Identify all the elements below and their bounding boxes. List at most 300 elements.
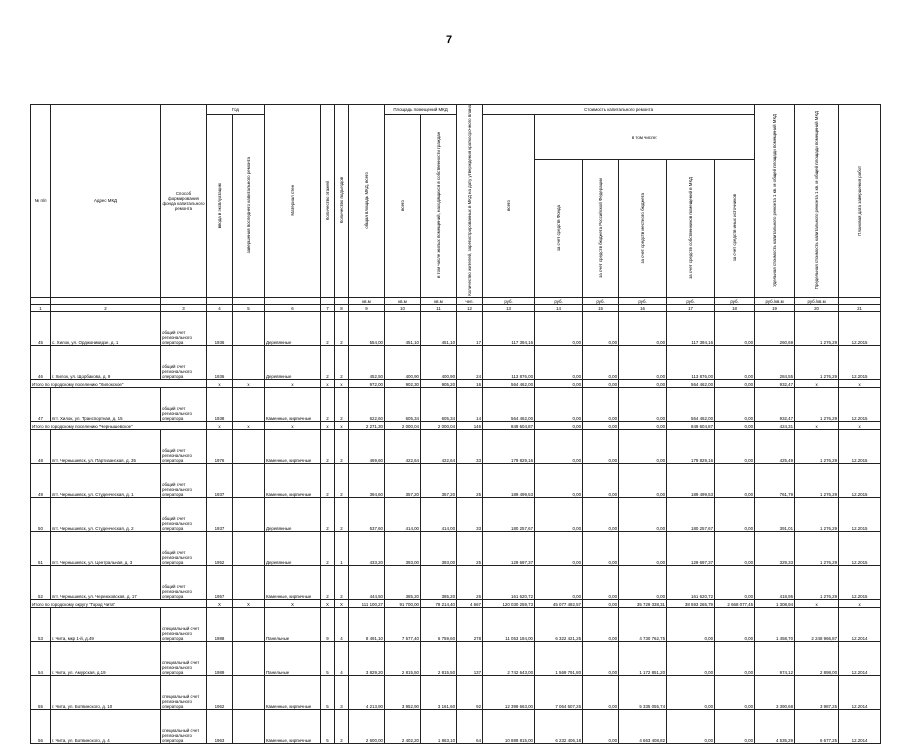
table-row: [31, 675, 881, 709]
cell-loc: 1 172 851,20: [619, 641, 667, 675]
cell-wall: Деревянные: [265, 345, 321, 379]
cell-b: 400,90: [385, 345, 421, 379]
cell-u: 974,12: [755, 641, 795, 675]
subtotal-t: 849 604,87: [483, 421, 535, 429]
cell-wall: Каменные, кирпичные: [265, 565, 321, 599]
cell-r: 14: [457, 387, 483, 421]
cell-entrances: 2: [335, 429, 349, 463]
cell-deadline: 12.2014: [839, 709, 881, 743]
cell-oth: 0,00: [715, 641, 755, 675]
cell-f: 0,00: [535, 429, 583, 463]
cell-own: 117 394,16: [667, 311, 715, 345]
cell-u: 932,47: [755, 387, 795, 421]
cell-num: 53: [31, 607, 51, 641]
cell-r: 25: [457, 463, 483, 497]
cell-fed: 0,00: [583, 531, 619, 565]
cell-f: 0,00: [535, 531, 583, 565]
table-row: [31, 709, 881, 743]
cell-loc: 0,00: [619, 463, 667, 497]
cell-loc: 0,00: [619, 387, 667, 421]
cell-address: г. Чита, ул. Амурская, д.19: [51, 641, 161, 675]
cell-r: 137: [457, 641, 483, 675]
cell-year-commission: 1988: [207, 607, 233, 641]
cell-a: 8 491,10: [349, 607, 385, 641]
cell-t: 180 257,67: [483, 497, 535, 531]
subtotal-label: Итого по городскому поселению "Хилокское": [31, 379, 207, 387]
column-number-cell: 21: [839, 304, 881, 311]
cell-deadline: 12.2015: [839, 429, 881, 463]
column-number-cell: 16: [619, 304, 667, 311]
hdr-federal: [583, 160, 619, 297]
subtotal-r: 4 667: [457, 599, 483, 607]
cell-b: 7 577,40: [385, 607, 421, 641]
subtotal-u: 424,31: [755, 421, 795, 429]
cell-loc: 5 335 055,74: [619, 675, 667, 709]
cell-oth: 0,00: [715, 531, 755, 565]
cell-year-commission: 1936: [207, 311, 233, 345]
column-number-cell: 6: [265, 304, 321, 311]
cell-floors: 2: [321, 387, 335, 421]
column-number-cell: 17: [667, 304, 715, 311]
subtotal-x: х: [233, 379, 265, 387]
unit-cell: [207, 297, 233, 304]
cell-own: 179 829,16: [667, 429, 715, 463]
cell-f: 0,00: [535, 311, 583, 345]
cell-address: г. Чита, ул. Ботвинского, д. 4: [51, 709, 161, 743]
repair-plan-table-container: [30, 104, 880, 743]
unit-cell: [321, 297, 335, 304]
hdr-owners: [667, 160, 715, 297]
table-row: [31, 345, 881, 379]
cell-u: 260,69: [755, 311, 795, 345]
subtotal-u: 1 308,94: [755, 599, 795, 607]
subtotal-c: 2 000,04: [421, 421, 457, 429]
cell-num: 54: [31, 641, 51, 675]
cell-t: 2 742 643,00: [483, 641, 535, 675]
hdr-fund: [535, 160, 583, 297]
cell-entrances: 2: [335, 311, 349, 345]
unit-cell: [265, 297, 321, 304]
subtotal-b: 91 700,00: [385, 599, 421, 607]
cell-r: 17: [457, 311, 483, 345]
unit-cell: руб./кв.м: [755, 297, 795, 304]
table-row: [31, 463, 881, 497]
hdr-total-area: [349, 105, 385, 298]
hdr-unit-cost: [755, 105, 795, 298]
cell-wall: Каменные, кирпичные: [265, 387, 321, 421]
column-number-cell: 19: [755, 304, 795, 311]
subtotal-t: 564 462,00: [483, 379, 535, 387]
unit-cell: руб.: [619, 297, 667, 304]
cell-c: 2 815,50: [421, 641, 457, 675]
hdr-owners-text: за счет средств собственников помещений в МКД: [688, 177, 694, 280]
cell-oth: 0,00: [715, 345, 755, 379]
column-number-cell: 20: [795, 304, 839, 311]
cell-fed: 0,00: [583, 607, 619, 641]
hdr-fund-text: за счет средств Фонда: [556, 205, 562, 252]
cell-fed: 0,00: [583, 345, 619, 379]
column-number-cell: 18: [715, 304, 755, 311]
cell-year-commission: 1976: [207, 429, 233, 463]
subtotal-b: 2 000,04: [385, 421, 421, 429]
cell-entrances: 4: [335, 641, 349, 675]
subtotal-m: х: [795, 599, 839, 607]
cell-fed: 0,00: [583, 311, 619, 345]
cell-a: 469,60: [349, 429, 385, 463]
cell-r: 64: [457, 709, 483, 743]
cell-deadline: 12.2014: [839, 641, 881, 675]
cell-own: 180 257,67: [667, 497, 715, 531]
cell-entrances: 2: [335, 387, 349, 421]
hdr-total-area-text: общая площадь МКД, всего: [364, 172, 369, 229]
cell-b: 422,64: [385, 429, 421, 463]
cell-year-last: [233, 497, 265, 531]
hdr-num: № п/п: [31, 105, 51, 298]
unit-cell: руб.: [583, 297, 619, 304]
cell-c: 400,90: [421, 345, 457, 379]
hdr-other: [715, 160, 755, 297]
hdr-local-text: за счет средств местного бюджета: [640, 192, 646, 264]
cell-b: 414,00: [385, 497, 421, 531]
subtotal-oth: 2 668 077,45: [715, 599, 755, 607]
hdr-cost-total: [483, 115, 535, 298]
cell-num: 51: [31, 531, 51, 565]
subtotal-label: Итого по городскому округу "Город Чита": [31, 599, 207, 607]
subtotal-oth: 0,00: [715, 421, 755, 429]
cell-fed: 0,00: [583, 641, 619, 675]
column-number-cell: 8: [335, 304, 349, 311]
cell-f: 7 064 607,26: [535, 675, 583, 709]
cell-entrances: 2: [335, 497, 349, 531]
hdr-year-last-text: завершения последнего капитального ремонта: [246, 157, 251, 254]
cell-year-last: [233, 311, 265, 345]
subtotal-row: [31, 421, 881, 429]
cell-method: специальный счет регионального оператора: [161, 607, 207, 641]
cell-b: 357,20: [385, 463, 421, 497]
cell-method: общий счет регионального оператора: [161, 387, 207, 421]
cell-loc: 0,00: [619, 345, 667, 379]
cell-method: специальный счет регионального оператора: [161, 675, 207, 709]
subtotal-x: х: [335, 379, 349, 387]
cell-floors: 9: [321, 607, 335, 641]
subtotal-row: [31, 599, 881, 607]
cell-address: г. Чита, ул. Ботвинского, д. 10: [51, 675, 161, 709]
column-number-cell: 9: [349, 304, 385, 311]
cell-deadline: 12.2015: [839, 565, 881, 599]
column-number-cell: 7: [321, 304, 335, 311]
cell-entrances: 1: [335, 531, 349, 565]
cell-address: с. Хилок, ул. Орджоникидзе, д. 1: [51, 311, 161, 345]
cell-m: 1 276,29: [795, 463, 839, 497]
hdr-year-commission: [207, 115, 233, 298]
cell-u: 329,33: [755, 531, 795, 565]
cell-c: 1 863,10: [421, 709, 457, 743]
subtotal-loc: 35 729 338,31: [619, 599, 667, 607]
cell-loc: 4 730 762,75: [619, 607, 667, 641]
hdr-federal-text: за счет средств бюджета Российской Федерации: [598, 178, 604, 278]
cell-a: 444,50: [349, 565, 385, 599]
subtotal-r: 146: [457, 421, 483, 429]
subtotal-row: [31, 379, 881, 387]
hdr-deadline-text: Плановая дата завершения работ: [857, 165, 863, 236]
table-body: [31, 311, 881, 743]
cell-a: 537,60: [349, 497, 385, 531]
subtotal-f: 45 077 482,57: [535, 599, 583, 607]
units-row: [31, 297, 881, 304]
hdr-premises-total: [385, 115, 421, 298]
cell-num: 48: [31, 429, 51, 463]
cell-entrances: 2: [335, 463, 349, 497]
hdr-deadline: [839, 105, 881, 298]
cell-floors: 5: [321, 709, 335, 743]
cell-year-last: [233, 531, 265, 565]
cell-c: 385,20: [421, 565, 457, 599]
hdr-wall-text: Материал стен: [290, 185, 295, 216]
subtotal-u: 932,47: [755, 379, 795, 387]
cell-a: 3 829,20: [349, 641, 385, 675]
cell-year-last: [233, 387, 265, 421]
subtotal-x: Х: [207, 599, 233, 607]
cell-f: 0,00: [535, 463, 583, 497]
hdr-local: [619, 160, 667, 297]
cell-address: пгт. Хилок, ул. Транспортная, д. 15: [51, 387, 161, 421]
unit-cell: [51, 297, 161, 304]
cell-c: 357,20: [421, 463, 457, 497]
subtotal-m: х: [795, 421, 839, 429]
cell-entrances: 2: [335, 345, 349, 379]
subtotal-c: 79 214,40: [421, 599, 457, 607]
cell-entrances: 4: [335, 607, 349, 641]
cell-m: 1 276,29: [795, 311, 839, 345]
cell-b: 2 815,50: [385, 641, 421, 675]
cell-r: 25: [457, 531, 483, 565]
cell-address: г. Чита, мкр 1-й, д.49: [51, 607, 161, 641]
cell-year-last: [233, 345, 265, 379]
table-row: [31, 429, 881, 463]
cell-m: 1 276,29: [795, 531, 839, 565]
cell-m: 2 898,00: [795, 641, 839, 675]
hdr-floors-text: Количество этажей: [325, 180, 330, 220]
cell-floors: 2: [321, 531, 335, 565]
cell-method: общий счет регионального оператора: [161, 497, 207, 531]
cell-b: 393,00: [385, 531, 421, 565]
hdr-cost-total-text: всего: [506, 199, 512, 211]
cell-deadline: 12.2014: [839, 607, 881, 641]
subtotal-x: Х: [321, 599, 335, 607]
cell-year-commission: 1936: [207, 345, 233, 379]
subtotal-d: х: [839, 421, 881, 429]
table-row: [31, 497, 881, 531]
cell-method: специальный счет регионального оператора: [161, 709, 207, 743]
cell-year-last: [233, 709, 265, 743]
unit-cell: руб.: [667, 297, 715, 304]
cell-num: 55: [31, 675, 51, 709]
cell-num: 50: [31, 497, 51, 531]
cell-f: 0,00: [535, 565, 583, 599]
subtotal-x: х: [207, 421, 233, 429]
subtotal-x: х: [321, 421, 335, 429]
table-row: [31, 531, 881, 565]
cell-year-commission: 1963: [207, 709, 233, 743]
cell-loc: 0,00: [619, 531, 667, 565]
cell-a: 554,00: [349, 311, 385, 345]
cell-m: 1 276,29: [795, 429, 839, 463]
subtotal-c: 905,20: [421, 379, 457, 387]
cell-r: 33: [457, 429, 483, 463]
cell-own: 113 876,00: [667, 345, 715, 379]
column-number-cell: 13: [483, 304, 535, 311]
cell-b: 605,34: [385, 387, 421, 421]
hdr-method: Способ формирования фонда капитального ремонта: [161, 105, 207, 298]
cell-year-commission: 1937: [207, 497, 233, 531]
cell-year-last: [233, 565, 265, 599]
hdr-entrances: [335, 105, 349, 298]
cell-b: 385,20: [385, 565, 421, 599]
subtotal-fed: 0,00: [583, 379, 619, 387]
cell-oth: 0,00: [715, 429, 755, 463]
cell-c: 3 161,60: [421, 675, 457, 709]
cell-b: 3 952,90: [385, 675, 421, 709]
cell-m: 1 276,29: [795, 565, 839, 599]
cell-own: 0,00: [667, 641, 715, 675]
cell-wall: Каменные, кирпичные: [265, 709, 321, 743]
cell-deadline: 12.2015: [839, 311, 881, 345]
page-number: 7: [446, 34, 453, 46]
cell-floors: 5: [321, 641, 335, 675]
cell-deadline: 12.2015: [839, 387, 881, 421]
hdr-premises-res-text: в том числе жилых помещений, находящихся в собственности граждан: [436, 132, 441, 279]
cell-oth: 0,00: [715, 709, 755, 743]
unit-cell: руб./кв.м: [795, 297, 839, 304]
cell-deadline: 12.2015: [839, 531, 881, 565]
cell-deadline: 12.2015: [839, 345, 881, 379]
cell-c: 422,64: [421, 429, 457, 463]
table-row: [31, 311, 881, 345]
cell-method: общий счет регионального оператора: [161, 311, 207, 345]
table-row: [31, 565, 881, 599]
unit-cell: руб.: [535, 297, 583, 304]
cell-fed: 0,00: [583, 565, 619, 599]
subtotal-loc: 0,00: [619, 421, 667, 429]
cell-floors: 5: [321, 675, 335, 709]
column-number-cell: 12: [457, 304, 483, 311]
cell-wall: Панельные: [265, 641, 321, 675]
cell-f: 6 232 406,18: [535, 709, 583, 743]
cell-wall: Каменные, кирпичные: [265, 429, 321, 463]
cell-c: 393,00: [421, 531, 457, 565]
hdr-cost: Стоимость капитального ремонта: [483, 105, 755, 115]
cell-m: 6 677,25: [795, 709, 839, 743]
cell-wall: Каменные, кирпичные: [265, 675, 321, 709]
cell-f: 0,00: [535, 345, 583, 379]
cell-u: 284,55: [755, 345, 795, 379]
cell-t: 117 394,16: [483, 311, 535, 345]
subtotal-d: х: [839, 379, 881, 387]
cell-m: 2 248 966,87: [795, 607, 839, 641]
cell-floors: 2: [321, 565, 335, 599]
hdr-entrances-text: Количество подъездов: [339, 177, 344, 224]
cell-oth: 0,00: [715, 463, 755, 497]
cell-a: 433,20: [349, 531, 385, 565]
cell-floors: 2: [321, 429, 335, 463]
cell-fed: 0,00: [583, 429, 619, 463]
column-number-row: [31, 304, 881, 311]
cell-f: 1 569 791,80: [535, 641, 583, 675]
column-number-cell: 14: [535, 304, 583, 311]
cell-oth: 0,00: [715, 565, 755, 599]
cell-a: 4 213,90: [349, 675, 385, 709]
hdr-year-last: [233, 115, 265, 298]
column-number-cell: 5: [233, 304, 265, 311]
cell-a: 452,50: [349, 345, 385, 379]
hdr-residents: [457, 105, 483, 298]
subtotal-a: 111 100,27: [349, 599, 385, 607]
table-row: [31, 607, 881, 641]
cell-address: пгт. Чернышевск, ул. Центральная, д. 3: [51, 531, 161, 565]
table-row: [31, 641, 881, 675]
subtotal-own: 38 593 265,79: [667, 599, 715, 607]
hdr-max-cost-text: Предельная стоимость капитального ремонта 1 кв. м общей площади помещений МКД: [814, 111, 820, 290]
cell-address: пгт. Чернышевск, ул. Черемховская, д. 17: [51, 565, 161, 599]
cell-year-last: [233, 429, 265, 463]
subtotal-x: х: [265, 379, 321, 387]
cell-r: 278: [457, 607, 483, 641]
unit-cell: [335, 297, 349, 304]
hdr-year: Год: [207, 105, 265, 115]
cell-deadline: 12.2014: [839, 675, 881, 709]
column-number-cell: 4: [207, 304, 233, 311]
subtotal-fed: 0,00: [583, 599, 619, 607]
cell-year-last: [233, 641, 265, 675]
subtotal-x: х: [335, 421, 349, 429]
cell-t: 11 053 184,00: [483, 607, 535, 641]
cell-u: 391,01: [755, 497, 795, 531]
cell-f: 6 322 421,25: [535, 607, 583, 641]
unit-cell: [233, 297, 265, 304]
cell-fed: 0,00: [583, 497, 619, 531]
column-number-cell: 11: [421, 304, 457, 311]
subtotal-label: Итого по городскому поселению "Чернышевское": [31, 421, 207, 429]
cell-own: 161 620,72: [667, 565, 715, 599]
subtotal-x: х: [321, 379, 335, 387]
cell-f: 0,00: [535, 387, 583, 421]
cell-deadline: 12.2015: [839, 497, 881, 531]
cell-t: 113 876,00: [483, 345, 535, 379]
subtotal-oth: 0,00: [715, 379, 755, 387]
subtotal-loc: 0,00: [619, 379, 667, 387]
subtotal-x: Х: [265, 599, 321, 607]
cell-method: общий счет регионального оператора: [161, 531, 207, 565]
table-row: [31, 387, 881, 421]
cell-loc: 0,00: [619, 429, 667, 463]
cell-own: 0,00: [667, 709, 715, 743]
cell-method: общий счет регионального оператора: [161, 429, 207, 463]
subtotal-x: х: [233, 421, 265, 429]
unit-cell: кв.м: [421, 297, 457, 304]
cell-num: 49: [31, 463, 51, 497]
cell-wall: Деревянные: [265, 311, 321, 345]
cell-c: 6 759,60: [421, 607, 457, 641]
hdr-year-commission-text: ввода в эксплуатацию: [217, 182, 222, 228]
unit-cell: руб.: [715, 297, 755, 304]
unit-cell: [31, 297, 51, 304]
cell-own: 129 697,37: [667, 531, 715, 565]
subtotal-fed: 0,00: [583, 421, 619, 429]
subtotal-f: 0,00: [535, 379, 583, 387]
cell-m: 1 276,29: [795, 497, 839, 531]
subtotal-r: 16: [457, 379, 483, 387]
cell-floors: 2: [321, 311, 335, 345]
